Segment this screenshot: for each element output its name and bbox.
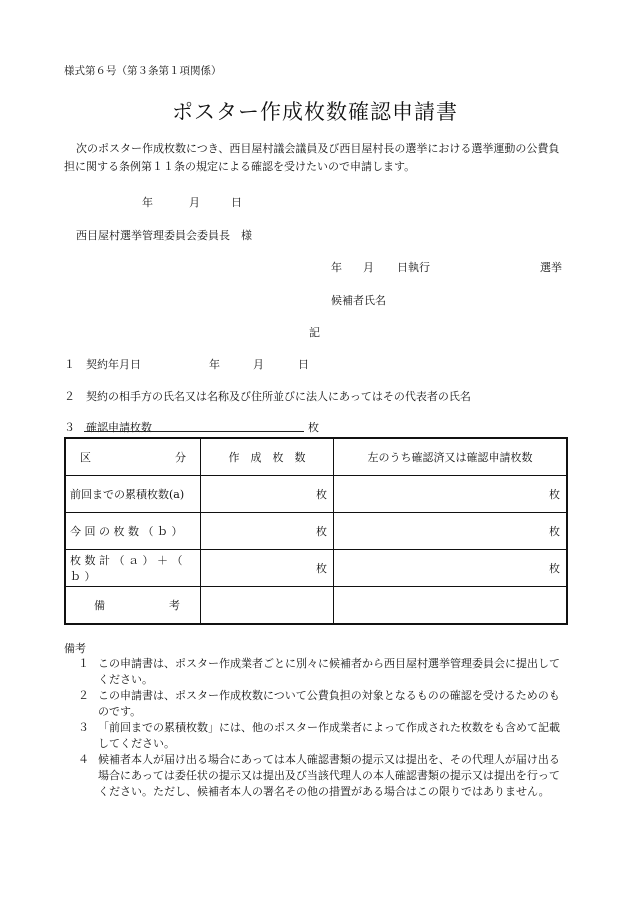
item3-label: ３ 確認申請枚数: [64, 421, 152, 434]
item1-year: 年: [209, 358, 220, 371]
item3-unit: 枚: [308, 421, 319, 434]
count-table: [64, 437, 568, 625]
header-confirmed-count: 左のうち確認済又は確認申請枚数: [334, 438, 568, 476]
addressee: 西目屋村選挙管理委員会委員長 様: [76, 229, 252, 242]
table-row-remarks: [65, 587, 567, 625]
row-unit: 枚: [201, 476, 334, 513]
election-year: 年: [331, 261, 342, 274]
date-month: 月: [189, 196, 200, 209]
item3-underline: [84, 431, 304, 432]
table-row: [65, 513, 567, 550]
item1-day: 日: [298, 358, 309, 371]
election-month: 月: [363, 261, 374, 274]
note-item: ３ 「前回までの累積枚数」には、他のポスター作成業者によって作成された枚数をも含めて記載してください。: [78, 721, 560, 750]
candidate-name-label: 候補者氏名: [331, 294, 386, 307]
row-unit: 枚: [201, 513, 334, 550]
remarks-cell: [334, 587, 568, 625]
note-item: ２ この申請書は、ポスター作成枚数について公費負担の対象となるものの確認を受けるためのものです。: [78, 689, 560, 718]
row-unit: 枚: [201, 550, 334, 587]
row-label: 枚 数 計 （ ａ ） ＋ （ ｂ ）: [65, 550, 201, 587]
date-year: 年: [142, 196, 153, 209]
item2-label: ２ 契約の相手方の氏名又は名称及び住所並びに法人にあってはその代表者の氏名: [64, 390, 471, 403]
date-day: 日: [231, 196, 242, 209]
election-day-held: 日執行: [397, 261, 430, 274]
table-row: [65, 550, 567, 587]
page-title: ポスター作成枚数確認申請書: [172, 100, 458, 124]
row-label: 前回までの累積枚数(a): [65, 476, 201, 513]
form-number: 様式第６号（第３条第１項関係）: [64, 65, 222, 77]
note-item: １ この申請書は、ポスター作成業者ごとに別々に候補者から西目屋村選挙管理委員会に提出してください。: [78, 657, 560, 686]
notes-heading: 備考: [64, 642, 86, 655]
row-unit: 枚: [334, 513, 568, 550]
row-label: 今 回 の 枚 数 （ ｂ ）: [65, 513, 201, 550]
ki-heading: 記: [309, 326, 320, 339]
item1-label: １ 契約年月日: [64, 358, 141, 371]
header-category: 区 分: [65, 438, 201, 476]
note-item: ４ 候補者本人が届け出る場合にあっては本人確認書類の提示又は提出を、その代理人が届け出る場合にあっては委任状の提示又は提出及び当該代理人の本人確認書類の提示又は提出を行ってください。ただし、候補者本人の署名その他の措置がある場合はこの限りではありません。: [78, 753, 560, 798]
header-created-count: 作 成 枚 数: [201, 438, 334, 476]
table-header-row: [65, 438, 567, 476]
row-label-remarks: 備 考: [65, 587, 201, 625]
table-row: [65, 476, 567, 513]
row-unit: 枚: [334, 476, 568, 513]
row-unit: 枚: [334, 550, 568, 587]
intro-line-1: 次のポスター作成枚数につき、西目屋村議会議員及び西目屋村長の選挙における選挙運動の公費負: [76, 142, 560, 155]
remarks-cell: [201, 587, 334, 625]
election-type: 選挙: [540, 261, 562, 274]
intro-line-2: 担に関する条例第１１条の規定による確認を受けたいので申請します。: [64, 160, 416, 173]
item1-month: 月: [253, 358, 264, 371]
